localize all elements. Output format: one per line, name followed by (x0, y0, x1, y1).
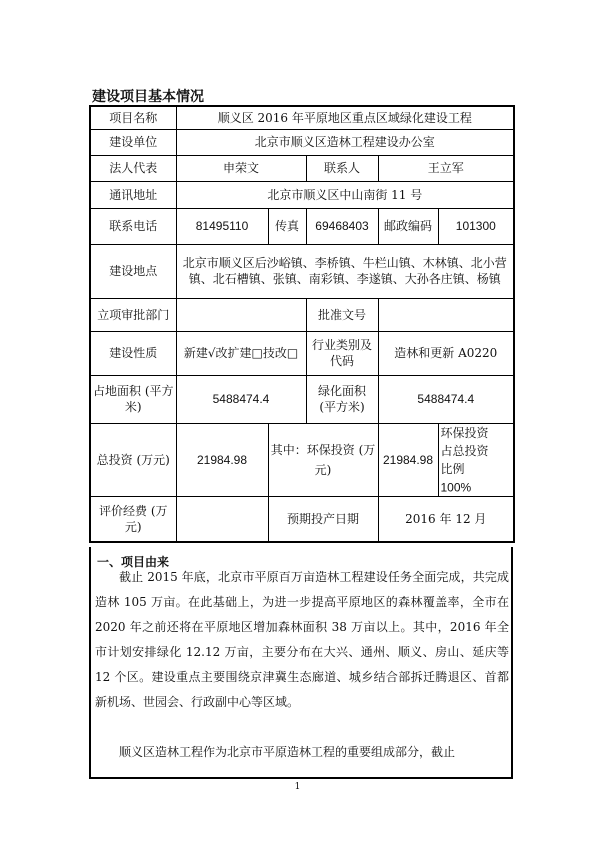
total-invest-value: 21984.98 (176, 423, 268, 497)
industry-label: 行业类别及代码 (306, 331, 378, 375)
start-date-label: 预期投产日期 (268, 497, 378, 542)
env-invest-label: 其中：环保投资 (万元) (268, 423, 378, 497)
location-value: 北京市顺义区后沙峪镇、李桥镇、牛栏山镇、木林镇、北小营镇、北石槽镇、张镇、南彩镇、李遂镇、大孙各庄镇、杨镇 (176, 244, 514, 298)
approval-no-value (378, 298, 514, 331)
legal-rep-value: 申荣文 (176, 155, 306, 181)
area-value: 5488474.4 (176, 375, 306, 423)
unit-value: 北京市顺义区造林工程建设办公室 (176, 129, 514, 155)
legal-rep-label: 法人代表 (90, 155, 176, 181)
approval-dept-label: 立项审批部门 (90, 298, 176, 331)
area-label: 占地面积 (平方米) (90, 375, 176, 423)
project-origin-section (89, 547, 513, 779)
approval-dept-value (176, 298, 306, 331)
industry-value: 造林和更新 A0220 (378, 331, 514, 375)
env-ratio-value: 100% (440, 480, 472, 494)
project-info-table (89, 105, 515, 543)
project-name-label: 项目名称 (90, 106, 176, 129)
nature-label: 建设性质 (90, 331, 176, 375)
unit-label: 建设单位 (90, 129, 176, 155)
eval-fee-label: 评价经费 (万元) (90, 497, 176, 542)
location-label: 建设地点 (90, 244, 176, 298)
green-area-label: 绿化面积 (平方米) (306, 375, 378, 423)
env-ratio-label: 环保投资占总投资比例 (440, 425, 489, 476)
address-value: 北京市顺义区中山南街 11 号 (176, 181, 514, 208)
section-paragraph-2: 顺义区造林工程作为北京市平原造林工程的重要组成部分，截止 (119, 745, 456, 759)
green-area-value: 5488474.4 (378, 375, 514, 423)
fax-label: 传真 (268, 208, 306, 244)
phone-value: 81495110 (176, 208, 268, 244)
postcode-label: 邮政编码 (378, 208, 438, 244)
contact-label: 联系人 (306, 155, 378, 181)
section-heading: 一、项目由来 (97, 555, 170, 569)
fax-value: 69468403 (306, 208, 378, 244)
approval-no-label: 批准文号 (306, 298, 378, 331)
phone-label: 联系电话 (90, 208, 176, 244)
page-number: 1 (294, 782, 301, 792)
section-paragraph-1: 截止 2015 年底，北京市平原百万亩造林工程建设任务全面完成，共完成造林 105 万亩。在此基础上，为进一步提高平原地区的森林覆盖率，全市在 2020 年之前还将在平原地区增加森林面积 38 万亩以上。其中，2016 年全市计划安排绿化 12.12 万亩，主要分布在大兴、通州、顺义、房山、延庆等 12 个区。建设重点主要围绕京津冀生态廊道、城乡结合部拆迁腾退区、首都新机场、世园会、行政副中心等区域。 (95, 570, 509, 709)
env-invest-value: 21984.98 (378, 423, 438, 497)
total-invest-label: 总投资 (万元) (90, 423, 176, 497)
nature-value: 新建√改扩建□技改□ (176, 331, 306, 375)
contact-value: 王立军 (378, 155, 514, 181)
env-ratio-cell (438, 423, 514, 497)
page-title: 建设项目基本情况 (92, 89, 204, 105)
address-label: 通讯地址 (90, 181, 176, 208)
eval-fee-value (176, 497, 268, 542)
postcode-value: 101300 (438, 208, 514, 244)
project-name-value: 顺义区 2016 年平原地区重点区域绿化建设工程 (176, 106, 514, 129)
start-date-value: 2016 年 12 月 (378, 497, 514, 542)
